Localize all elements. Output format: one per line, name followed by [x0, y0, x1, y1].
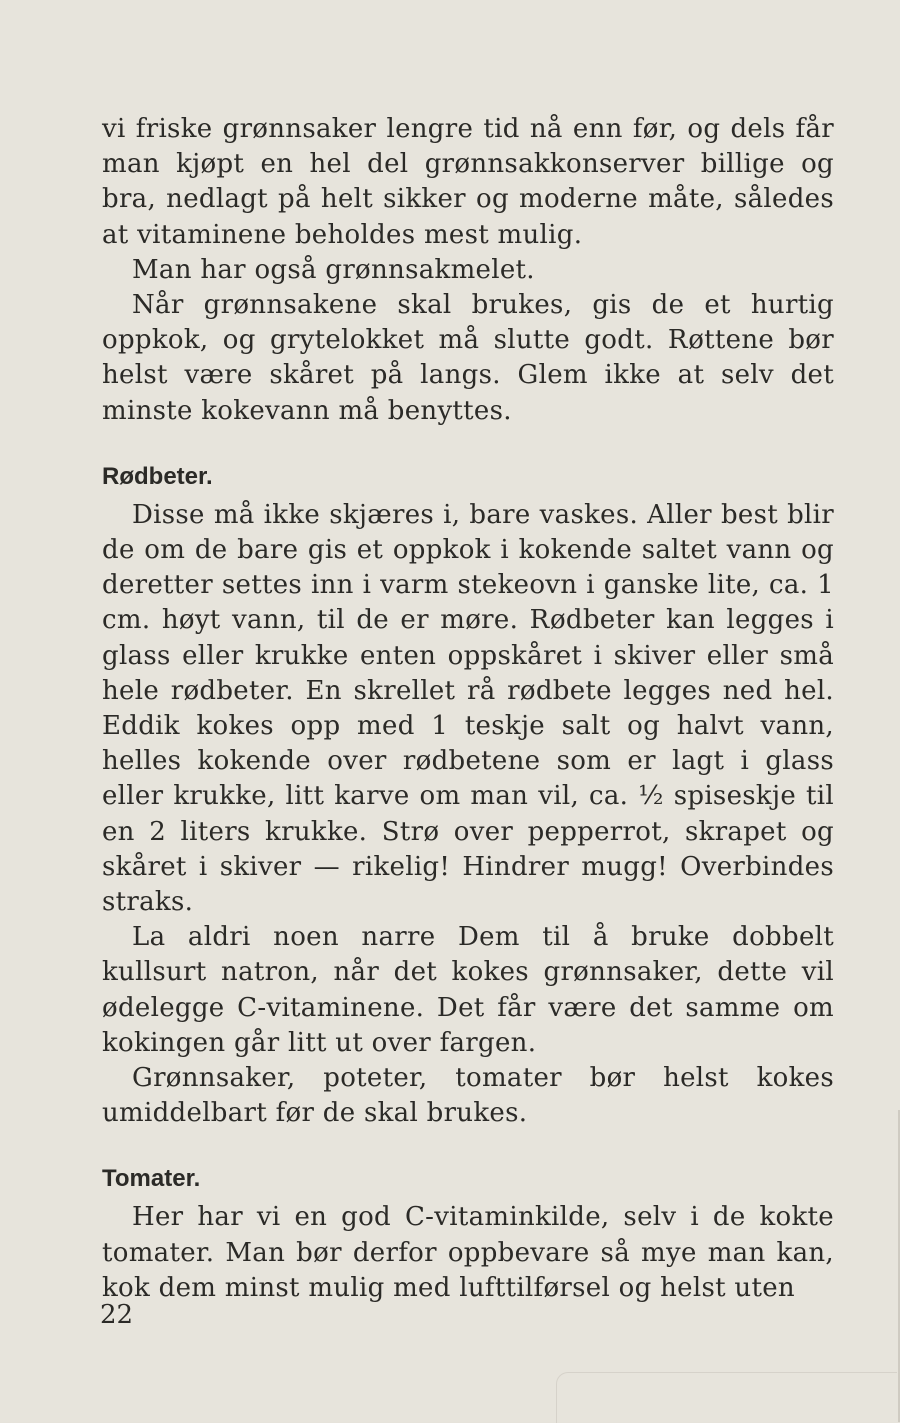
- paragraph-grønnsakmelet: Man har også grønnsakmelet.: [132, 254, 535, 285]
- paragraph-tomater-1: Her har vi en god C-vitaminkilde, selv i de kokte tomater. Man bør derfor oppbevare så mye man kan, kok dem minst mulig med lufttilførsel og helst uten: [102, 1202, 834, 1303]
- paragraph-rodbeter-2: La aldri noen narre Dem til å bruke dobbelt kullsurt natron, når det kokes grønnsaker, dette vil ødelegge C-vitaminene. Det får være det samme om kokingen går litt ut over fargen.: [102, 922, 834, 1058]
- heading-tomater: Tomater.: [102, 1165, 201, 1193]
- paragraph-rodbeter-3: Grønnsaker, poteter, tomater bør helst kokes umiddelbart før de skal brukes.: [102, 1063, 834, 1129]
- page-body: [102, 112, 834, 1306]
- page-number: 22: [100, 1300, 134, 1330]
- paragraph-rodbeter-1: Disse må ikke skjæres i, bare vaskes. Aller best blir de om de bare gis et oppkok i kokende saltet vann og deretter settes inn i varm stekeovn i ganske lite, ca. 1 cm. høyt vann, til de er møre. Rødbeter kan legges i glass eller krukke enten oppskåret i skiver eller små hele rødbeter. En skrellet rå rødbete legges ned hel. Eddik kokes opp med 1 teskje salt og halvt vann, helles kokende over rødbetene som er lagt i glass eller krukke, litt karve om man vil, ca. ½ spiseskje til en 2 liters krukke. Strø over pepperrot, skrapet og skåret i skiver — rikelig! Hindrer mugg! Overbindes straks.: [102, 499, 834, 918]
- heading-rodbeter: Rødbeter.: [102, 462, 213, 490]
- paragraph-oppkok: Når grønnsakene skal brukes, gis de et hurtig oppkok, og grytelokket må slutte godt. Røttene bør helst være skåret på langs. Glem ikke at selv det minste kokevann må benyttes.: [102, 290, 834, 426]
- page-corner-crease: [556, 1372, 897, 1423]
- paragraph-continued: vi friske grønnsaker lengre tid nå enn før, og dels får man kjøpt en hel del grønnsakkonserver billige og bra, nedlagt på helt sikker og moderne måte, således at vitaminene beholdes mest mulig.: [102, 114, 834, 250]
